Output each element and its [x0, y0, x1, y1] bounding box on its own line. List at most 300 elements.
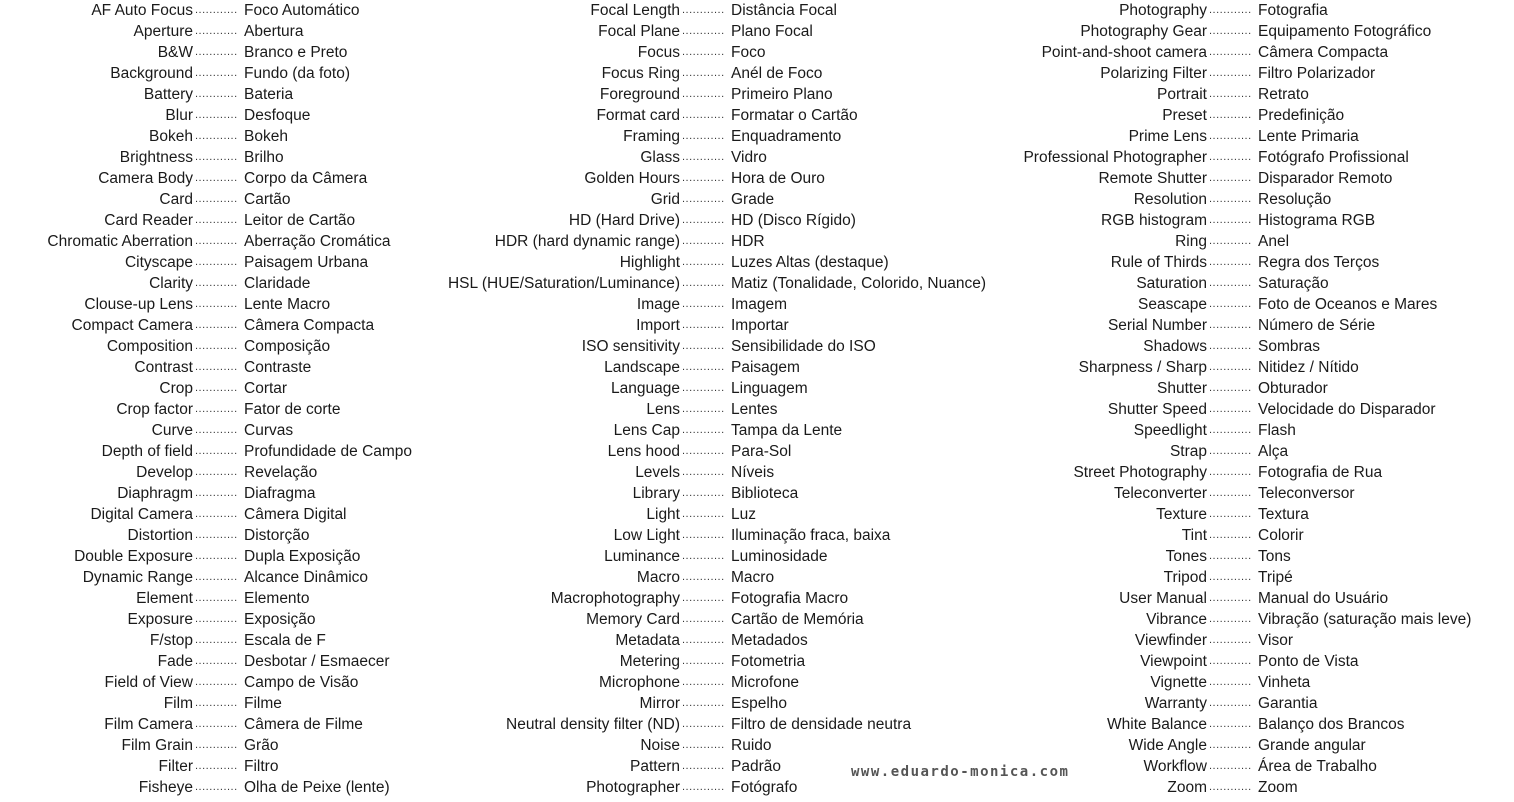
english-term: Filter: [158, 758, 193, 775]
portuguese-term: Campo de Visão: [244, 674, 359, 691]
portuguese-term: Bokeh: [244, 128, 288, 145]
portuguese-term: Linguagem: [731, 380, 808, 397]
english-term: RGB histogram: [1101, 212, 1207, 229]
portuguese-term: Primeiro Plano: [731, 86, 833, 103]
dot-leader: ............: [195, 571, 238, 583]
portuguese-term: Plano Focal: [731, 23, 813, 40]
portuguese-term: Luzes Altas (destaque): [731, 254, 889, 271]
portuguese-term: Vibração (saturação mais leve): [1258, 611, 1472, 628]
english-term: Seascape: [1138, 296, 1207, 313]
dot-leader: ............: [1209, 760, 1252, 772]
english-term: Metering: [619, 653, 680, 670]
dot-leader: ............: [195, 298, 238, 310]
dot-leader: ............: [1209, 88, 1252, 100]
dot-leader: ............: [682, 697, 725, 709]
dot-leader: ............: [195, 193, 238, 205]
english-term: Wide Angle: [1128, 737, 1207, 754]
english-term: Focus Ring: [601, 65, 680, 82]
portuguese-term: Curvas: [244, 422, 294, 439]
dot-leader: ............: [682, 256, 725, 268]
english-term: Aperture: [133, 23, 193, 40]
portuguese-term: Diafragma: [244, 485, 316, 502]
english-term: Distortion: [127, 527, 193, 544]
dot-leader: ............: [682, 781, 725, 793]
english-term: Light: [646, 506, 680, 523]
portuguese-term: Para-Sol: [731, 443, 792, 460]
dot-leader: ............: [1209, 4, 1252, 16]
english-term: Blur: [165, 107, 193, 124]
portuguese-term: Vidro: [731, 149, 767, 166]
english-term: Focal Plane: [598, 23, 680, 40]
english-term: Double Exposure: [74, 548, 193, 565]
english-term: Composition: [106, 338, 193, 355]
english-term: Low Light: [613, 527, 680, 544]
dot-leader: ............: [195, 781, 238, 793]
portuguese-term: HDR: [731, 233, 765, 250]
portuguese-term: Sombras: [1258, 338, 1321, 355]
dot-leader: ............: [682, 739, 725, 751]
dot-leader: ............: [682, 151, 725, 163]
portuguese-term: Número de Série: [1258, 317, 1376, 334]
english-term: Contrast: [134, 359, 193, 376]
portuguese-term: Câmera de Filme: [244, 716, 363, 733]
dot-leader: ............: [682, 508, 725, 520]
english-term: Landscape: [604, 359, 680, 376]
portuguese-term: Câmera Digital: [244, 506, 347, 523]
english-term: Polarizing Filter: [1100, 65, 1207, 82]
dot-leader: ............: [195, 235, 238, 247]
portuguese-term: Formatar o Cartão: [731, 107, 858, 124]
portuguese-term: Distância Focal: [731, 2, 837, 19]
english-term: Lens hood: [607, 443, 680, 460]
portuguese-term: Fotografia: [1258, 2, 1328, 19]
portuguese-term: Biblioteca: [731, 485, 799, 502]
english-term: Diaphragm: [117, 485, 193, 502]
english-term: Shutter Speed: [1107, 401, 1207, 418]
english-term: Workflow: [1143, 758, 1207, 775]
english-term: Luminance: [604, 548, 680, 565]
dot-leader: ............: [682, 214, 725, 226]
dot-leader: ............: [682, 592, 725, 604]
portuguese-term: Disparador Remoto: [1258, 170, 1393, 187]
dot-leader: ............: [195, 172, 238, 184]
dot-leader: ............: [1209, 340, 1252, 352]
dot-leader: ............: [682, 487, 725, 499]
portuguese-term: Foco Automático: [244, 2, 360, 19]
english-term: Lens Cap: [613, 422, 680, 439]
portuguese-term: Grande angular: [1258, 737, 1366, 754]
dot-leader: ............: [1209, 235, 1252, 247]
english-term: Viewfinder: [1134, 632, 1207, 649]
dot-leader: ............: [195, 382, 238, 394]
english-term: Film Camera: [104, 716, 193, 733]
dot-leader: ............: [682, 67, 725, 79]
dot-leader: ............: [195, 256, 238, 268]
dot-leader: ............: [1209, 676, 1252, 688]
english-term: Memory Card: [586, 611, 680, 628]
dot-leader: ............: [1209, 151, 1252, 163]
english-term: Tripod: [1163, 569, 1207, 586]
dot-leader: ............: [682, 382, 725, 394]
dot-leader: ............: [195, 277, 238, 289]
dot-leader: ............: [682, 88, 725, 100]
dot-leader: ............: [1209, 298, 1252, 310]
portuguese-term: Manual do Usuário: [1258, 590, 1389, 607]
portuguese-term: Imagem: [731, 296, 787, 313]
dot-leader: ............: [682, 760, 725, 772]
portuguese-term: Anel: [1258, 233, 1290, 250]
portuguese-term: Macro: [731, 569, 775, 586]
dot-leader: ............: [1209, 781, 1252, 793]
english-term: Develop: [136, 464, 193, 481]
english-term: Resolution: [1133, 191, 1207, 208]
dot-leader: ............: [195, 760, 238, 772]
english-term: Photographer: [586, 779, 680, 796]
portuguese-term: Composição: [244, 338, 331, 355]
dot-leader: ............: [195, 4, 238, 16]
portuguese-term: Fator de corte: [244, 401, 341, 418]
dot-leader: ............: [682, 277, 725, 289]
dot-leader: ............: [195, 361, 238, 373]
dot-leader: ............: [1209, 214, 1252, 226]
english-term: Zoom: [1167, 779, 1207, 796]
portuguese-term: Filtro de densidade neutra: [731, 716, 912, 733]
english-term: Highlight: [619, 254, 680, 271]
english-term: Cityscape: [124, 254, 193, 271]
dot-leader: ............: [1209, 508, 1252, 520]
dot-leader: ............: [195, 109, 238, 121]
dot-leader: ............: [682, 655, 725, 667]
dot-leader: ............: [1209, 571, 1252, 583]
portuguese-term: Enquadramento: [731, 128, 842, 145]
english-term: Golden Hours: [584, 170, 680, 187]
portuguese-term: Flash: [1258, 422, 1296, 439]
dot-leader: ............: [682, 109, 725, 121]
english-term: Fade: [157, 653, 193, 670]
dot-leader: ............: [195, 466, 238, 478]
english-term: Curve: [151, 422, 193, 439]
english-term: Prime Lens: [1128, 128, 1207, 145]
english-term: White Balance: [1107, 716, 1207, 733]
watermark: www.eduardo-monica.com: [851, 764, 1070, 780]
dot-leader: ............: [682, 529, 725, 541]
english-term: Remote Shutter: [1098, 170, 1207, 187]
english-term: Professional Photographer: [1023, 149, 1207, 166]
english-term: Tones: [1165, 548, 1207, 565]
dot-leader: ............: [195, 550, 238, 562]
dot-leader: ............: [682, 361, 725, 373]
portuguese-term: Cortar: [244, 380, 288, 397]
english-term: Element: [136, 590, 193, 607]
portuguese-term: Tons: [1258, 548, 1291, 565]
dot-leader: ............: [1209, 361, 1252, 373]
dot-leader: ............: [1209, 277, 1252, 289]
portuguese-term: Fotografia de Rua: [1258, 464, 1383, 481]
english-term: Compact Camera: [71, 317, 193, 334]
dot-leader: ............: [195, 487, 238, 499]
portuguese-term: Corpo da Câmera: [244, 170, 368, 187]
portuguese-term: Luminosidade: [731, 548, 828, 565]
portuguese-term: Importar: [731, 317, 789, 334]
dot-leader: ............: [1209, 487, 1252, 499]
portuguese-term: Alcance Dinâmico: [244, 569, 369, 586]
english-term: Background: [110, 65, 193, 82]
portuguese-term: Metadados: [731, 632, 808, 649]
dot-leader: ............: [682, 319, 725, 331]
dot-leader: ............: [1209, 613, 1252, 625]
english-term: Glass: [640, 149, 680, 166]
portuguese-term: Câmera Compacta: [244, 317, 375, 334]
portuguese-term: Textura: [1258, 506, 1309, 523]
portuguese-term: Níveis: [731, 464, 775, 481]
dot-leader: ............: [682, 130, 725, 142]
english-term: Sharpness / Sharp: [1078, 359, 1207, 376]
dot-leader: ............: [195, 592, 238, 604]
dot-leader: ............: [682, 4, 725, 16]
english-term: Metadata: [615, 632, 680, 649]
dot-leader: ............: [682, 424, 725, 436]
dot-leader: ............: [195, 67, 238, 79]
portuguese-term: Lentes: [731, 401, 778, 418]
english-term: Field of View: [104, 674, 193, 691]
dot-leader: ............: [1209, 634, 1252, 646]
portuguese-term: Iluminação fraca, baixa: [731, 527, 891, 544]
portuguese-term: Teleconversor: [1258, 485, 1355, 502]
english-term: HD (Hard Drive): [568, 212, 680, 229]
english-term: Import: [636, 317, 680, 334]
dot-leader: ............: [195, 214, 238, 226]
english-term: Film Grain: [121, 737, 193, 754]
portuguese-term: Matiz (Tonalidade, Colorido, Nuance): [731, 275, 987, 292]
dot-leader: ............: [195, 697, 238, 709]
dot-leader: ............: [1209, 529, 1252, 541]
english-term: Teleconverter: [1113, 485, 1207, 502]
portuguese-term: Filtro Polarizador: [1258, 65, 1376, 82]
portuguese-term: Fotografia Macro: [731, 590, 849, 607]
dot-leader: ............: [1209, 319, 1252, 331]
dot-leader: ............: [195, 739, 238, 751]
english-term: Digital Camera: [90, 506, 193, 523]
english-term: Levels: [635, 464, 680, 481]
english-term: Macrophotography: [550, 590, 680, 607]
dot-leader: ............: [195, 718, 238, 730]
dot-leader: ............: [1209, 403, 1252, 415]
portuguese-term: Hora de Ouro: [731, 170, 825, 187]
portuguese-term: Anél de Foco: [731, 65, 823, 82]
portuguese-term: Aberração Cromática: [244, 233, 391, 250]
dot-leader: ............: [1209, 382, 1252, 394]
english-term: Battery: [143, 86, 193, 103]
english-term: Texture: [1156, 506, 1207, 523]
portuguese-term: Saturação: [1258, 275, 1329, 292]
dot-leader: ............: [682, 613, 725, 625]
english-term: Format card: [596, 107, 680, 124]
portuguese-term: Abertura: [244, 23, 304, 40]
portuguese-term: Foco: [731, 44, 766, 61]
dot-leader: ............: [682, 340, 725, 352]
dot-leader: ............: [1209, 67, 1252, 79]
english-term: Film: [163, 695, 193, 712]
portuguese-term: Exposição: [244, 611, 316, 628]
english-term: Brightness: [119, 149, 193, 166]
dot-leader: ............: [195, 529, 238, 541]
english-term: Noise: [640, 737, 680, 754]
dot-leader: ............: [682, 403, 725, 415]
dot-leader: ............: [1209, 256, 1252, 268]
english-term: Clarity: [149, 275, 193, 292]
english-term: Viewpoint: [1140, 653, 1207, 670]
english-term: Street Photography: [1073, 464, 1207, 481]
portuguese-term: Alça: [1258, 443, 1289, 460]
portuguese-term: Predefinição: [1258, 107, 1345, 124]
dot-leader: ............: [1209, 130, 1252, 142]
portuguese-term: Tripé: [1258, 569, 1293, 586]
portuguese-term: Paisagem: [731, 359, 800, 376]
portuguese-term: Escala de F: [244, 632, 326, 649]
portuguese-term: Colorir: [1258, 527, 1304, 544]
dot-leader: ............: [1209, 739, 1252, 751]
dot-leader: ............: [1209, 550, 1252, 562]
english-term: Warranty: [1144, 695, 1207, 712]
english-term: Language: [611, 380, 680, 397]
english-term: Focus: [637, 44, 680, 61]
portuguese-term: Revelação: [244, 464, 318, 481]
dot-leader: ............: [195, 445, 238, 457]
english-term: Grid: [650, 191, 680, 208]
english-term: Microphone: [599, 674, 680, 691]
english-term: Pattern: [630, 758, 680, 775]
english-term: AF Auto Focus: [91, 2, 193, 19]
english-term: Framing: [623, 128, 680, 145]
dot-leader: ............: [1209, 718, 1252, 730]
english-term: Macro: [636, 569, 680, 586]
portuguese-term: Desfoque: [244, 107, 311, 124]
portuguese-term: Histograma RGB: [1258, 212, 1376, 229]
english-term: Fisheye: [138, 779, 193, 796]
dot-leader: ............: [195, 88, 238, 100]
english-term: Bokeh: [149, 128, 193, 145]
dot-leader: ............: [1209, 697, 1252, 709]
english-term: Camera Body: [98, 170, 193, 187]
portuguese-term: Grão: [244, 737, 279, 754]
dot-leader: ............: [1209, 445, 1252, 457]
dot-leader: ............: [195, 25, 238, 37]
dot-leader: ............: [682, 193, 725, 205]
portuguese-term: Cartão de Memória: [731, 611, 864, 628]
portuguese-term: Câmera Compacta: [1258, 44, 1389, 61]
portuguese-term: Bateria: [244, 86, 294, 103]
portuguese-term: HD (Disco Rígido): [731, 212, 856, 229]
portuguese-term: Espelho: [731, 695, 788, 712]
dot-leader: ............: [1209, 424, 1252, 436]
portuguese-term: Regra dos Terços: [1258, 254, 1380, 271]
portuguese-term: Elemento: [244, 590, 310, 607]
dot-leader: ............: [682, 676, 725, 688]
portuguese-term: Leitor de Cartão: [244, 212, 356, 229]
dot-leader: ............: [195, 676, 238, 688]
dot-leader: ............: [195, 151, 238, 163]
dot-leader: ............: [195, 403, 238, 415]
portuguese-term: Balanço dos Brancos: [1258, 716, 1405, 733]
english-term: Card Reader: [104, 212, 193, 229]
portuguese-term: Contraste: [244, 359, 312, 376]
english-term: Lens: [646, 401, 680, 418]
portuguese-term: Profundidade de Campo: [244, 443, 413, 460]
dot-leader: ............: [195, 130, 238, 142]
portuguese-term: Dupla Exposição: [244, 548, 361, 565]
english-term: Vibrance: [1146, 611, 1207, 628]
english-term: Crop: [159, 380, 193, 397]
portuguese-term: Garantia: [1258, 695, 1318, 712]
dot-leader: ............: [682, 571, 725, 583]
portuguese-term: Área de Trabalho: [1258, 758, 1377, 775]
english-term: Tint: [1181, 527, 1207, 544]
dot-leader: ............: [1209, 172, 1252, 184]
english-term: Rule of Thirds: [1110, 254, 1207, 271]
portuguese-term: Fotometria: [731, 653, 806, 670]
english-term: Focal Length: [590, 2, 680, 19]
dot-leader: ............: [682, 46, 725, 58]
english-term: Speedlight: [1133, 422, 1207, 439]
dot-leader: ............: [1209, 25, 1252, 37]
dot-leader: ............: [195, 508, 238, 520]
dot-leader: ............: [1209, 466, 1252, 478]
english-term: Image: [636, 296, 680, 313]
english-term: Chromatic Aberration: [47, 233, 193, 250]
portuguese-term: Vinheta: [1258, 674, 1311, 691]
portuguese-term: Lente Macro: [244, 296, 331, 313]
portuguese-term: Tampa da Lente: [731, 422, 843, 439]
portuguese-term: Fotógrafo: [731, 779, 798, 796]
portuguese-term: Claridade: [244, 275, 311, 292]
english-term: Preset: [1162, 107, 1207, 124]
english-term: Card: [159, 191, 193, 208]
portuguese-term: Zoom: [1258, 779, 1298, 796]
english-term: Serial Number: [1107, 317, 1207, 334]
portuguese-term: Equipamento Fotográfico: [1258, 23, 1432, 40]
portuguese-term: Visor: [1258, 632, 1294, 649]
portuguese-term: Retrato: [1258, 86, 1309, 103]
english-term: HDR (hard dynamic range): [494, 233, 680, 250]
english-term: Neutral density filter (ND): [506, 716, 680, 733]
english-term: F/stop: [149, 632, 193, 649]
portuguese-term: Microfone: [731, 674, 800, 691]
portuguese-term: Filme: [244, 695, 282, 712]
portuguese-term: Paisagem Urbana: [244, 254, 369, 271]
dot-leader: ............: [1209, 193, 1252, 205]
portuguese-term: Lente Primaria: [1258, 128, 1359, 145]
dot-leader: ............: [682, 718, 725, 730]
english-term: Photography Gear: [1080, 23, 1207, 40]
english-term: Photography: [1119, 2, 1207, 19]
english-term: Clouse-up Lens: [84, 296, 193, 313]
portuguese-term: Distorção: [244, 527, 310, 544]
english-term: Dynamic Range: [82, 569, 193, 586]
portuguese-term: Branco e Preto: [244, 44, 348, 61]
dot-leader: ............: [682, 466, 725, 478]
dot-leader: ............: [682, 445, 725, 457]
english-term: Exposure: [127, 611, 193, 628]
dot-leader: ............: [195, 655, 238, 667]
dot-leader: ............: [682, 25, 725, 37]
english-term: Foreground: [599, 86, 680, 103]
dot-leader: ............: [1209, 109, 1252, 121]
portuguese-term: Ponto de Vista: [1258, 653, 1359, 670]
english-term: Point-and-shoot camera: [1041, 44, 1207, 61]
dot-leader: ............: [682, 235, 725, 247]
portuguese-term: Padrão: [731, 758, 781, 775]
dot-leader: ............: [195, 340, 238, 352]
